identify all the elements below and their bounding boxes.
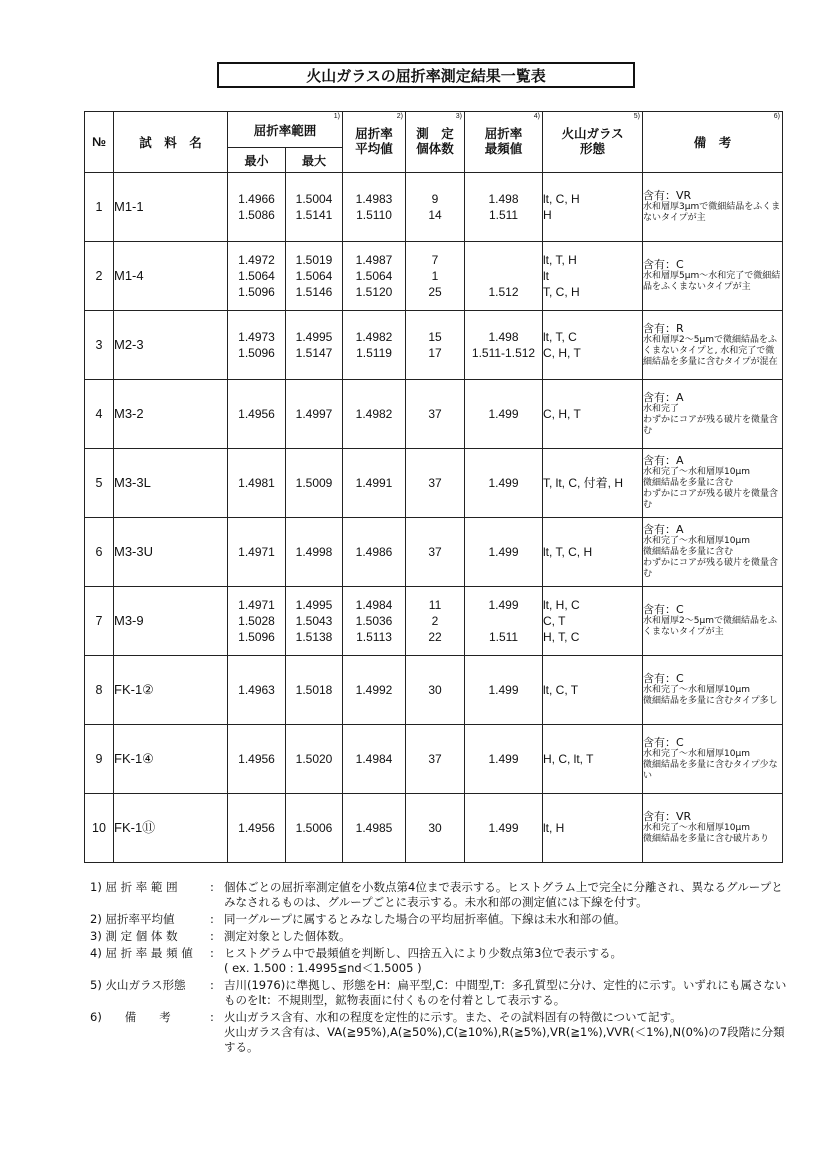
footnote-text: 個体ごとの屈折率測定値を小数点第4位まで表示する。ヒストグラム上で完全に分離され、異なるグループとみなされるものは、グループごとに表示する。未水和部の測定値には下線を付す。: [224, 880, 783, 909]
document-title-text: 火山ガラスの屈折率測定結果一覧表: [306, 66, 546, 85]
note-description: 水和完了～水和層厚10μm 微細結晶を多量に含む わずかにコアが残る破片を微量含む: [643, 467, 779, 510]
max-values: 1.5020: [286, 725, 343, 794]
max-values: 1.4998: [286, 518, 343, 587]
footnote-label: 4) 屈 折 率 最 頻 値: [90, 946, 193, 960]
note-content-class: 含有：R: [643, 321, 684, 335]
notes-cell: [643, 725, 783, 794]
mean-values: 1.4984 1.5036 1.5113: [343, 587, 406, 656]
row-number: 7: [85, 587, 114, 656]
footnote-colon: :: [210, 946, 214, 960]
mode-values: 1.499 1.511: [465, 587, 543, 656]
note-description: 水和完了 わずかにコアが残る破片を微量含む: [643, 403, 779, 436]
note-content-class: 含有：A: [643, 390, 684, 404]
note-description: 水和層厚2～5μmで微細結晶をふくまないタイプが主: [643, 616, 777, 637]
sample-name: FK-1②: [114, 656, 228, 725]
note-content-class: 含有：C: [643, 735, 684, 749]
mean-values: 1.4986: [343, 518, 406, 587]
count-values: 11 2 22: [406, 587, 465, 656]
sample-name: FK-1④: [114, 725, 228, 794]
footnote-text: 吉川(1976)に準拠し、形態をH：扁平型,C：中間型,T：多孔質型に分け、定性的に示す。いずれにも属さないものをlt：不規則型，鉱物表面に付くものを付着として表示する。: [224, 978, 787, 1007]
footnote: [90, 978, 790, 1008]
min-values: 1.4966 1.5086: [228, 173, 286, 242]
row-number: 10: [85, 794, 114, 863]
note-content-class: 含有：C: [643, 672, 684, 685]
note-content-class: 含有：C: [643, 603, 684, 616]
notes-cell: [643, 311, 783, 380]
glass-shape-values: lt, T, H lt T, C, H: [543, 242, 643, 311]
footnote-text: 火山ガラス含有、水和の程度を定性的に示す。また、その試料固有の特徴について記す。 火山ガラス含有は、VA(≧95%),A(≧50%),C(≧10%),R(≧5%),VR(≧1%),VVR(＜1%),N(0%)の7段階に分類する。: [224, 1010, 785, 1054]
row-number: 2: [85, 242, 114, 311]
max-values: 1.5009: [286, 449, 343, 518]
note-description: 水和層厚5μm～水和完了で微細結晶をふくまないタイプが主: [643, 271, 781, 292]
footnote: [90, 929, 790, 944]
footnote-text: 同一グループに属するとみなした場合の平均屈折率値。下線は未水和部の値。: [224, 912, 626, 926]
footnote-text: ヒストグラム中で最頻値を判断し、四捨五入により少数点第3位で表示する。 ( ex. 1.500 : 1.4995≦nd＜1.5005 ): [224, 946, 622, 975]
footnote: [90, 1010, 790, 1055]
max-values: 1.5019 1.5064 1.5146: [286, 242, 343, 311]
footnote-label: 3) 測 定 個 体 数: [90, 929, 178, 943]
min-values: 1.4971 1.5028 1.5096: [228, 587, 286, 656]
mode-values: 1.499: [465, 725, 543, 794]
count-values: 37: [406, 725, 465, 794]
row-number: 3: [85, 311, 114, 380]
mode-values: 1.499: [465, 656, 543, 725]
header-max: 最大: [286, 148, 343, 173]
glass-shape-values: H, C, lt, T: [543, 725, 643, 794]
footnote: [90, 912, 790, 927]
footnote-colon: :: [210, 1010, 214, 1024]
glass-shape-values: C, H, T: [543, 380, 643, 449]
footnote-label: 5) 火山ガラス形態: [90, 978, 186, 992]
note-description: 水和完了～水和層厚10μm 微細結晶を多量に含む破片あり: [643, 823, 770, 844]
notes-cell: [643, 794, 783, 863]
count-values: 9 14: [406, 173, 465, 242]
note-content-class: 含有：C: [643, 258, 684, 271]
min-values: 1.4956: [228, 725, 286, 794]
footnotes: [90, 880, 790, 1057]
max-values: 1.5004 1.5141: [286, 173, 343, 242]
count-values: 30: [406, 794, 465, 863]
header-count: 3) 測 定 個体数: [406, 112, 465, 173]
footnote-label: 2) 屈折率平均値: [90, 912, 175, 926]
table-row: [85, 518, 783, 587]
mode-values: 1.499: [465, 794, 543, 863]
table-row: [85, 449, 783, 518]
header-glass-shape: 5) 火山ガラス 形態: [543, 112, 643, 173]
footnote-colon: :: [210, 978, 214, 992]
row-number: 8: [85, 656, 114, 725]
note-content-class: 含有：VR: [643, 810, 692, 823]
row-number: 6: [85, 518, 114, 587]
footnote: [90, 880, 790, 910]
glass-shape-values: lt, T, C C, H, T: [543, 311, 643, 380]
header-mode: 4) 屈折率 最頻値: [465, 112, 543, 173]
notes-cell: [643, 518, 783, 587]
notes-cell: [643, 380, 783, 449]
header-range-sup: 1): [333, 113, 341, 120]
glass-shape-values: lt, C, H H: [543, 173, 643, 242]
header-sample-name: 試 料 名: [114, 112, 228, 173]
header-min: 最小: [228, 148, 286, 173]
footnote: [90, 946, 790, 976]
glass-shape-values: T, lt, C, 付着, H: [543, 449, 643, 518]
note-description: 水和完了～水和層厚10μm 微細結晶を多量に含むタイプ少ない: [643, 748, 778, 781]
sample-name: M3-9: [114, 587, 228, 656]
mean-values: 1.4992: [343, 656, 406, 725]
min-values: 1.4956: [228, 380, 286, 449]
mean-values: 1.4982: [343, 380, 406, 449]
header-range: 1) 屈折率範囲: [228, 112, 343, 148]
min-values: 1.4956: [228, 794, 286, 863]
table-row: [85, 587, 783, 656]
glass-shape-values: lt, T, C, H: [543, 518, 643, 587]
mean-values: 1.4987 1.5064 1.5120: [343, 242, 406, 311]
max-values: 1.4995 1.5147: [286, 311, 343, 380]
table-row: [85, 311, 783, 380]
footnote-label: 6) 備 考: [90, 1010, 171, 1024]
mean-values: 1.4984: [343, 725, 406, 794]
table-row: [85, 242, 783, 311]
sample-name: M3-3U: [114, 518, 228, 587]
sample-name: M3-3L: [114, 449, 228, 518]
count-values: 7 1 25: [406, 242, 465, 311]
max-values: 1.5006: [286, 794, 343, 863]
mode-values: 1.498 1.511: [465, 173, 543, 242]
min-values: 1.4973 1.5096: [228, 311, 286, 380]
mean-values: 1.4985: [343, 794, 406, 863]
row-number: 5: [85, 449, 114, 518]
mode-values: 1.499: [465, 449, 543, 518]
min-values: 1.4971: [228, 518, 286, 587]
note-description: 水和層厚2～5μmで微細結晶をふくまないタイプと, 水和完了で微細結晶を多量に含むタイプが混在: [643, 334, 778, 367]
footnote-colon: :: [210, 880, 214, 894]
header-notes: 6) 備 考: [643, 112, 783, 173]
mean-values: 1.4982 1.5119: [343, 311, 406, 380]
glass-shape-values: lt, H, C C, T H, T, C: [543, 587, 643, 656]
footnote-colon: :: [210, 929, 214, 943]
sample-name: FK-1⑪: [114, 794, 228, 863]
refractive-index-table: [84, 111, 783, 863]
row-number: 4: [85, 380, 114, 449]
glass-shape-values: lt, H: [543, 794, 643, 863]
sample-name: M1-4: [114, 242, 228, 311]
row-number: 1: [85, 173, 114, 242]
footnote-colon: :: [210, 912, 214, 926]
max-values: 1.4997: [286, 380, 343, 449]
table-row: [85, 725, 783, 794]
footnote-text: 測定対象とした個体数。: [224, 929, 351, 943]
note-description: 水和完了～水和層厚10μm 微細結晶を多量に含むタイプ多し: [643, 685, 778, 706]
table-row: [85, 794, 783, 863]
table-row: [85, 380, 783, 449]
min-values: 1.4981: [228, 449, 286, 518]
notes-cell: [643, 242, 783, 311]
mean-values: 1.4983 1.5110: [343, 173, 406, 242]
mode-values: 1.499: [465, 518, 543, 587]
header-mean: 2) 屈折率 平均値: [343, 112, 406, 173]
note-description: 水和層厚3μmで微細結晶をふくまないタイプが主: [643, 202, 781, 223]
max-values: 1.5018: [286, 656, 343, 725]
notes-cell: [643, 656, 783, 725]
count-values: 15 17: [406, 311, 465, 380]
note-content-class: 含有：A: [643, 523, 684, 536]
note-content-class: 含有：VR: [643, 189, 692, 202]
note-description: 水和完了～水和層厚10μm 微細結晶を多量に含む わずかにコアが残る破片を微量含む: [643, 536, 779, 579]
notes-cell: [643, 449, 783, 518]
document-title: [217, 62, 635, 88]
count-values: 37: [406, 449, 465, 518]
row-number: 9: [85, 725, 114, 794]
header-no: №: [85, 112, 114, 173]
mode-values: 1.512: [465, 242, 543, 311]
table-row: [85, 173, 783, 242]
note-content-class: 含有：A: [643, 454, 684, 467]
count-values: 37: [406, 518, 465, 587]
mode-values: 1.499: [465, 380, 543, 449]
max-values: 1.4995 1.5043 1.5138: [286, 587, 343, 656]
glass-shape-values: lt, C, T: [543, 656, 643, 725]
mean-values: 1.4991: [343, 449, 406, 518]
min-values: 1.4972 1.5064 1.5096: [228, 242, 286, 311]
mode-values: 1.498 1.511-1.512: [465, 311, 543, 380]
count-values: 37: [406, 380, 465, 449]
sample-name: M1-1: [114, 173, 228, 242]
footnote-label: 1) 屈 折 率 範 囲: [90, 880, 178, 894]
sample-name: M2-3: [114, 311, 228, 380]
count-values: 30: [406, 656, 465, 725]
min-values: 1.4963: [228, 656, 286, 725]
table-row: [85, 656, 783, 725]
notes-cell: [643, 173, 783, 242]
sample-name: M3-2: [114, 380, 228, 449]
notes-cell: [643, 587, 783, 656]
